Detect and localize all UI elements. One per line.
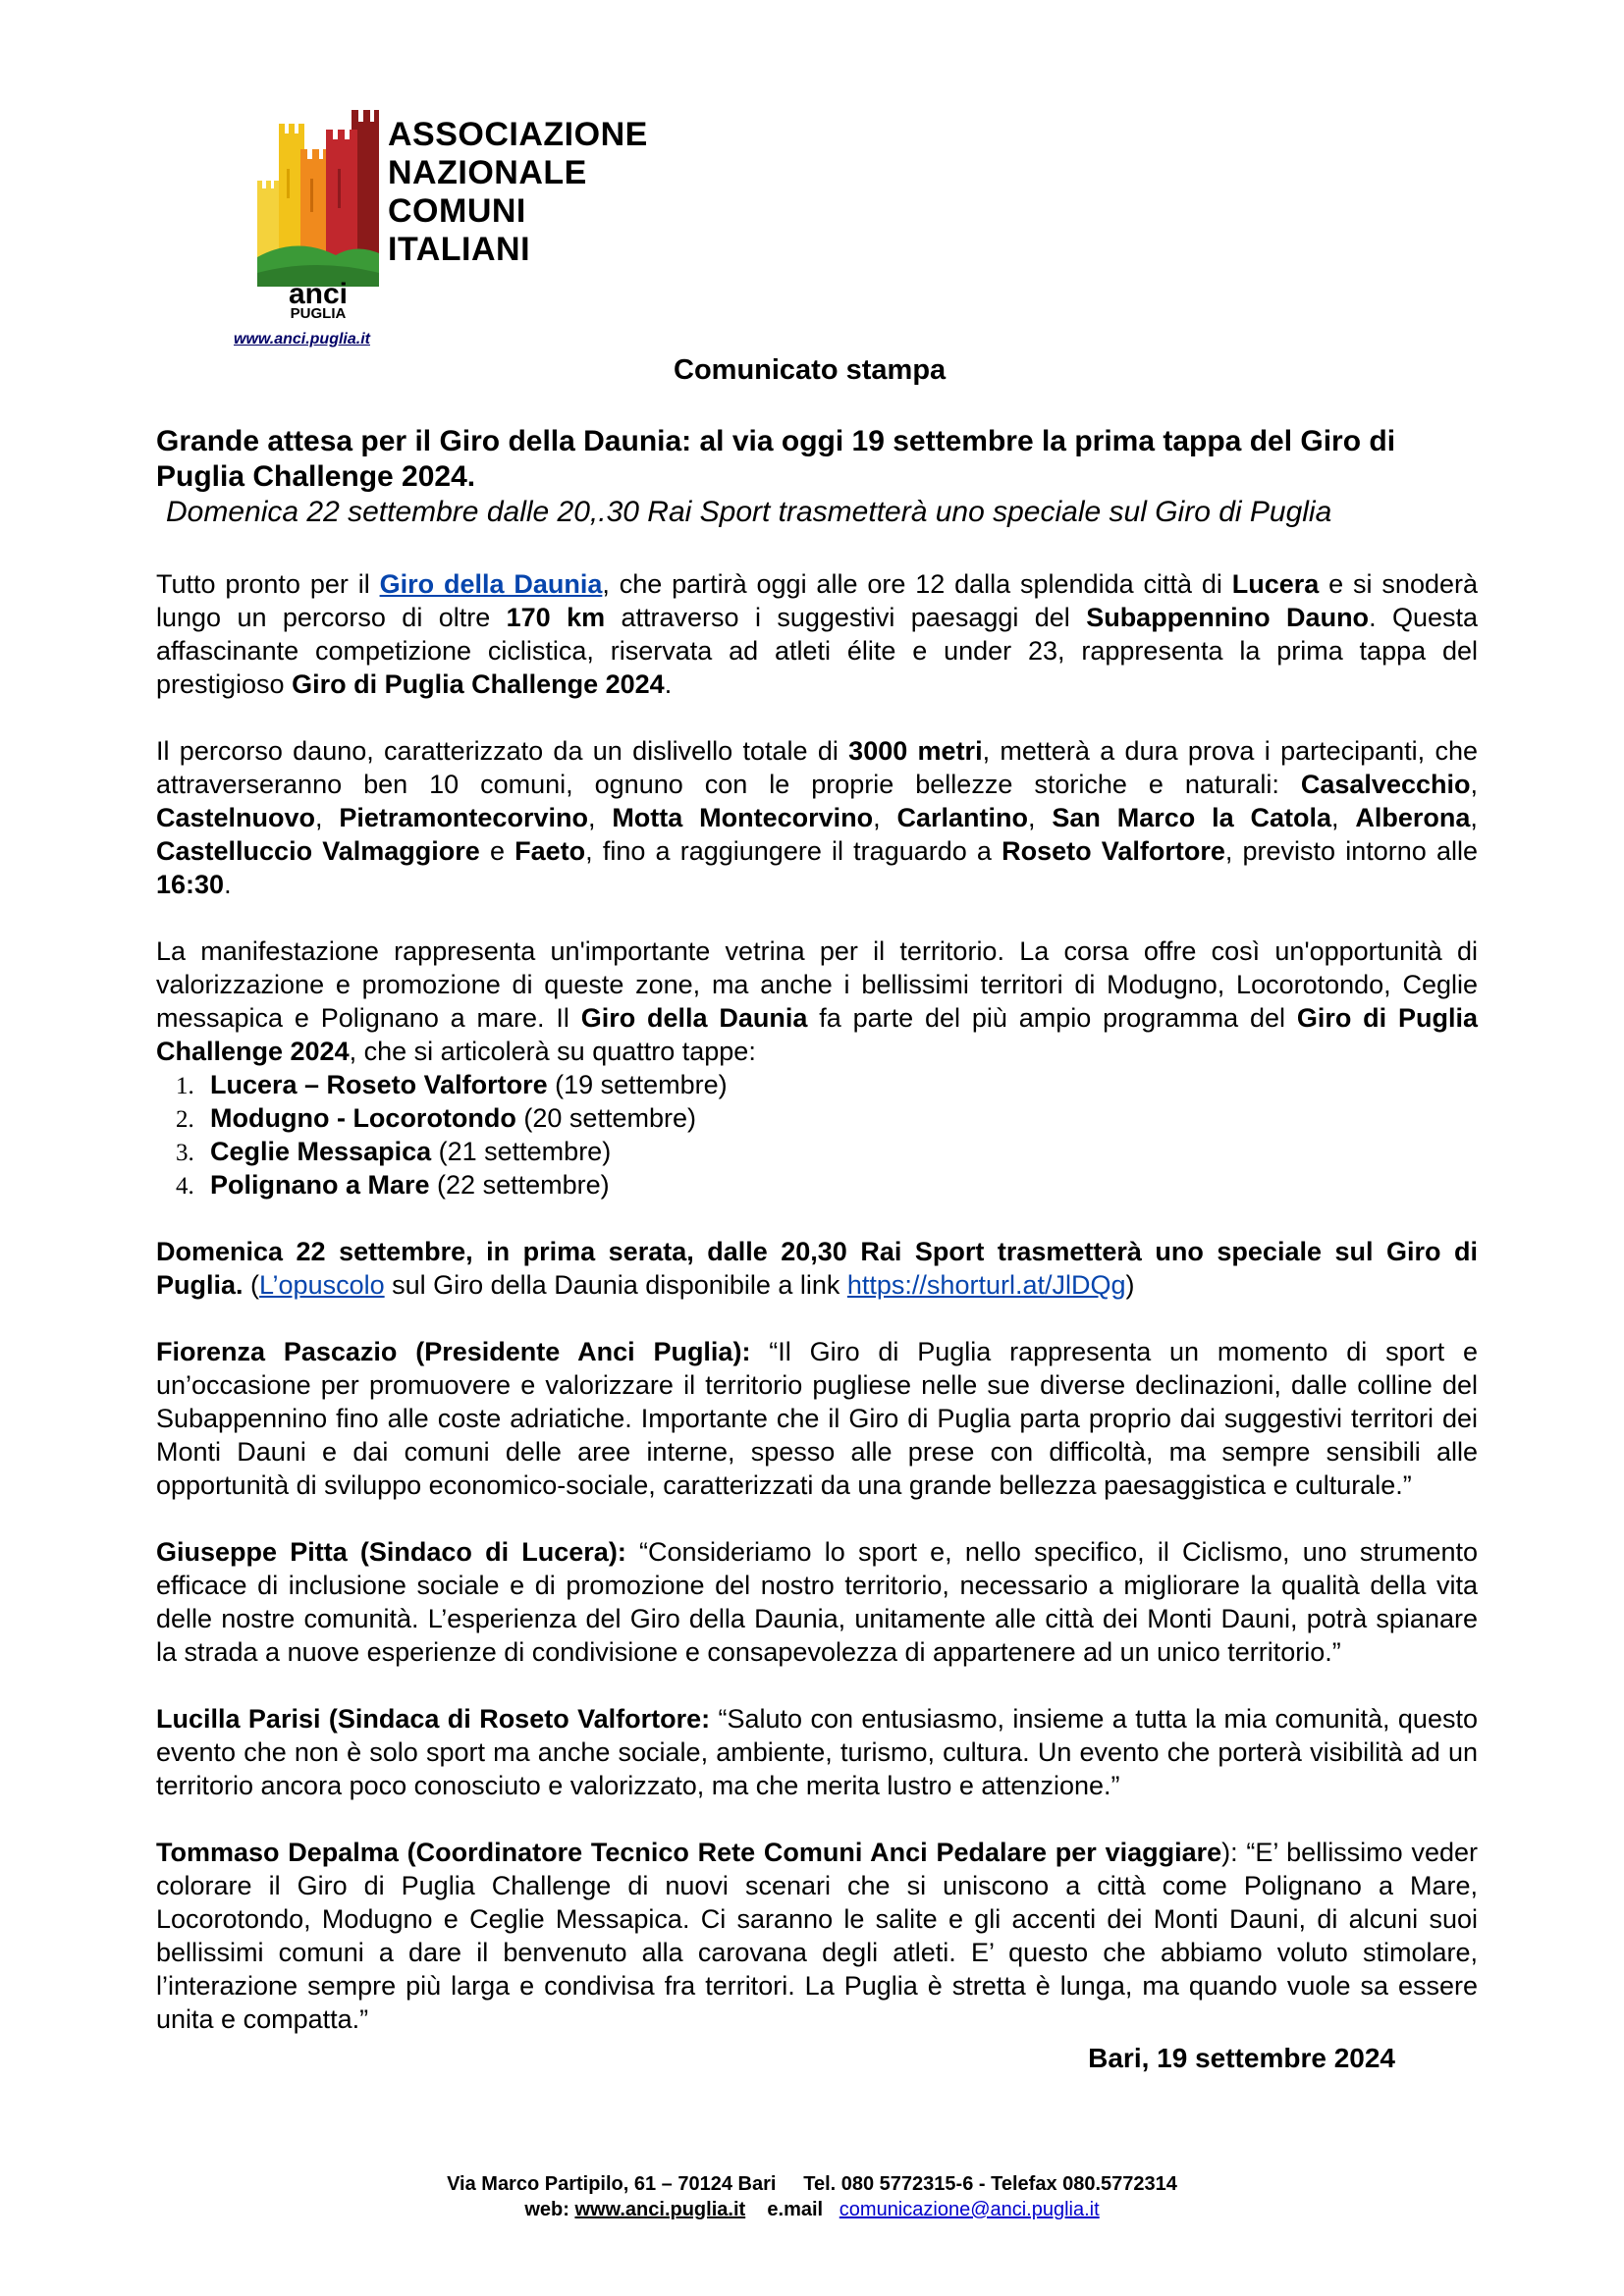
svg-text:PUGLIA: PUGLIA [290,305,347,320]
list-item: 3. Ceglie Messapica (21 settembre) [200,1135,1478,1168]
list-item: 4. Polignano a Mare (22 settembre) [200,1168,1478,1201]
broadcast-paragraph: Domenica 22 settembre, in prima serata, dalle 20,30 Rai Sport trasmetterà uno speciale sul Giro di Puglia. (L’opuscolo sul Giro della Daunia disponibile a link https://shorturl.at/JlDQg) [156,1237,1478,1300]
svg-text:anci: anci [288,278,349,310]
program-paragraph: La manifestazione rappresenta un'importante vetrina per il territorio. La corsa offre così un'opportunità di valorizzazione e promozione di queste zone, ma anche i bellissimi territori di Modugno, Locorotondo, Ceglie messapica e Polignano a mare. Il Giro della Daunia fa parte del più ampio programma del Giro di Puglia Challenge 2024, che si articolerà su quattro tappe: [156,936,1479,1066]
organization-name [388,116,648,269]
footer-contacts: Via Marco Partipilo, 61 – 70124 Bari Tel. 080 5772315-6 - Telefax 080.5772314 [447,2173,1177,2195]
footer-web-mail: web: www.anci.puglia.it e.mail comunicazione@anci.puglia.it [524,2199,1100,2220]
list-item: 2. Modugno - Locorotondo (20 settembre) [200,1101,1478,1135]
shorturl-link[interactable]: https://shorturl.at/JlDQg [846,1270,1126,1300]
footer-website-link[interactable]: www.anci.puglia.it [574,2199,746,2220]
stages-list [156,1068,1478,1201]
org-name-line: ASSOCIAZIONE [388,116,648,153]
quote-parisi: Lucilla Parisi (Sindaca di Roseto Valfortore: “Saluto con entusiasmo, insieme a tutta la mia comunità, questo evento che non è solo sport ma anche sociale, ambiente, turismo, cultura. Un evento che porterà visibilità ad un territorio ancora poco conosciuto e valorizzato, ma che merita lustro e attenzione.” [156,1704,1478,1800]
anci-puglia-logo [257,110,385,320]
org-name-line: NAZIONALE [388,154,587,191]
signoff-date: Bari, 19 settembre 2024 [1088,2043,1395,2073]
intro-paragraph: Tutto pronto per il Giro della Daunia, che partirà oggi alle ore 12 dalla splendida città di Lucera e si snoderà lungo un percorso di oltre 170 km attraverso i suggestivi paesaggi del Subappennino Dauno. Questa affascinante competizione ciclistica, riservata ad atleti élite e under 23, rappresenta la prima tappa del prestigioso Giro di Puglia Challenge 2024. [156,569,1479,699]
list-item: 1. Lucera – Roseto Valfortore (19 settembre) [200,1068,1478,1101]
footer-mail-label: e.mail [767,2199,824,2220]
quote-pascazio: Fiorenza Pascazio (Presidente Anci Puglia): “Il Giro di Puglia rappresenta un momento di sport e un’occasione per promuovere e valorizzare il territorio pugliese nelle sue diverse declinazioni, dalle colline del Subappennino fino alle coste adriatiche. Importante che il Giro di Puglia parta proprio dai suggestivi territori dei Monti Dauni e dai comuni delle aree interne, spesso alle prese con difficoltà, ma sempre sensibili alle opportunità di sviluppo economico-sociale, caratterizzati da una grande bellezza paesaggistica e culturale.” [156,1337,1478,1500]
quote-depalma: Tommaso Depalma (Coordinatore Tecnico Rete Comuni Anci Pedalare per viaggiare): “E’ bellissimo veder colorare il Giro di Puglia Challenge di nuovi scenari che si uniscono a città come Polignano a Mare, Locorotondo, Modugno e Ceglie Messapica. Ci saranno le salite e gli accenti dei Monti Dauni, di alcuni suoi bellissimi comuni a dare il benvenuto alla carovana degli atleti. E’ questo che abbiamo voluto stimolare, l’interazione sempre più larga e condivisa fra territori. La Puglia è stretta è lunga, ma quando vuole sa essere unita e compatta.” [156,1838,1478,2034]
header-website-link[interactable]: www.anci.puglia.it [234,331,370,347]
brochure-link[interactable]: L’opuscolo [259,1270,385,1300]
quote-pitta: Giuseppe Pitta (Sindaco di Lucera): “Consideriamo lo sport e, nello specifico, il Ciclismo, uno strumento efficace di inclusione sociale e di promozione del nostro territorio, necessario a migliorare la qualità della vita delle nostre comunità. L’esperienza del Giro della Daunia, unitamente alle città dei Monti Dauni, potrà spianare la strada a nuove esperienze di condivisione e consapevolezza di appartenere ad un unico territorio.” [156,1537,1478,1667]
footer-tel: Tel. 080 5772315-6 [803,2173,974,2195]
route-paragraph: Il percorso dauno, caratterizzato da un dislivello totale di 3000 metri, metterà a dura prova i partecipanti, che attraverseranno ben 10 comuni, ognuno con le proprie bellezze storiche e naturali: Casalvecchio, Castelnuovo, Pietramontecorvino, Motta Montecorvino, Carlantino, San Marco la Catola, Alberona, Castelluccio Valmaggiore e Faeto, fino a raggiungere il traguardo a Roseto Valfortore, previsto intorno alle 16:30. [156,736,1479,899]
logo-towers-icon [257,110,385,320]
press-release-body [156,424,1478,2075]
giro-della-daunia-link[interactable]: Giro della Daunia [379,569,603,599]
footer [0,2171,1624,2222]
headline: Grande attesa per il Giro della Daunia: al via oggi 19 settembre la prima tappa del Giro di Puglia Challenge 2024. [156,425,1396,493]
footer-address: Via Marco Partipilo, 61 – 70124 Bari [447,2173,777,2195]
subheadline: Domenica 22 settembre dalle 20,.30 Rai Sport trasmetterà uno speciale sul Giro di Puglia [166,496,1332,528]
org-name-line: ITALIANI [388,231,531,268]
document-type-label: Comunicato stampa [674,354,947,386]
footer-fax: Telefax 080.5772314 [991,2173,1177,2195]
footer-email-link[interactable]: comunicazione@anci.puglia.it [839,2199,1100,2220]
org-name-line: COMUNI [388,192,526,230]
